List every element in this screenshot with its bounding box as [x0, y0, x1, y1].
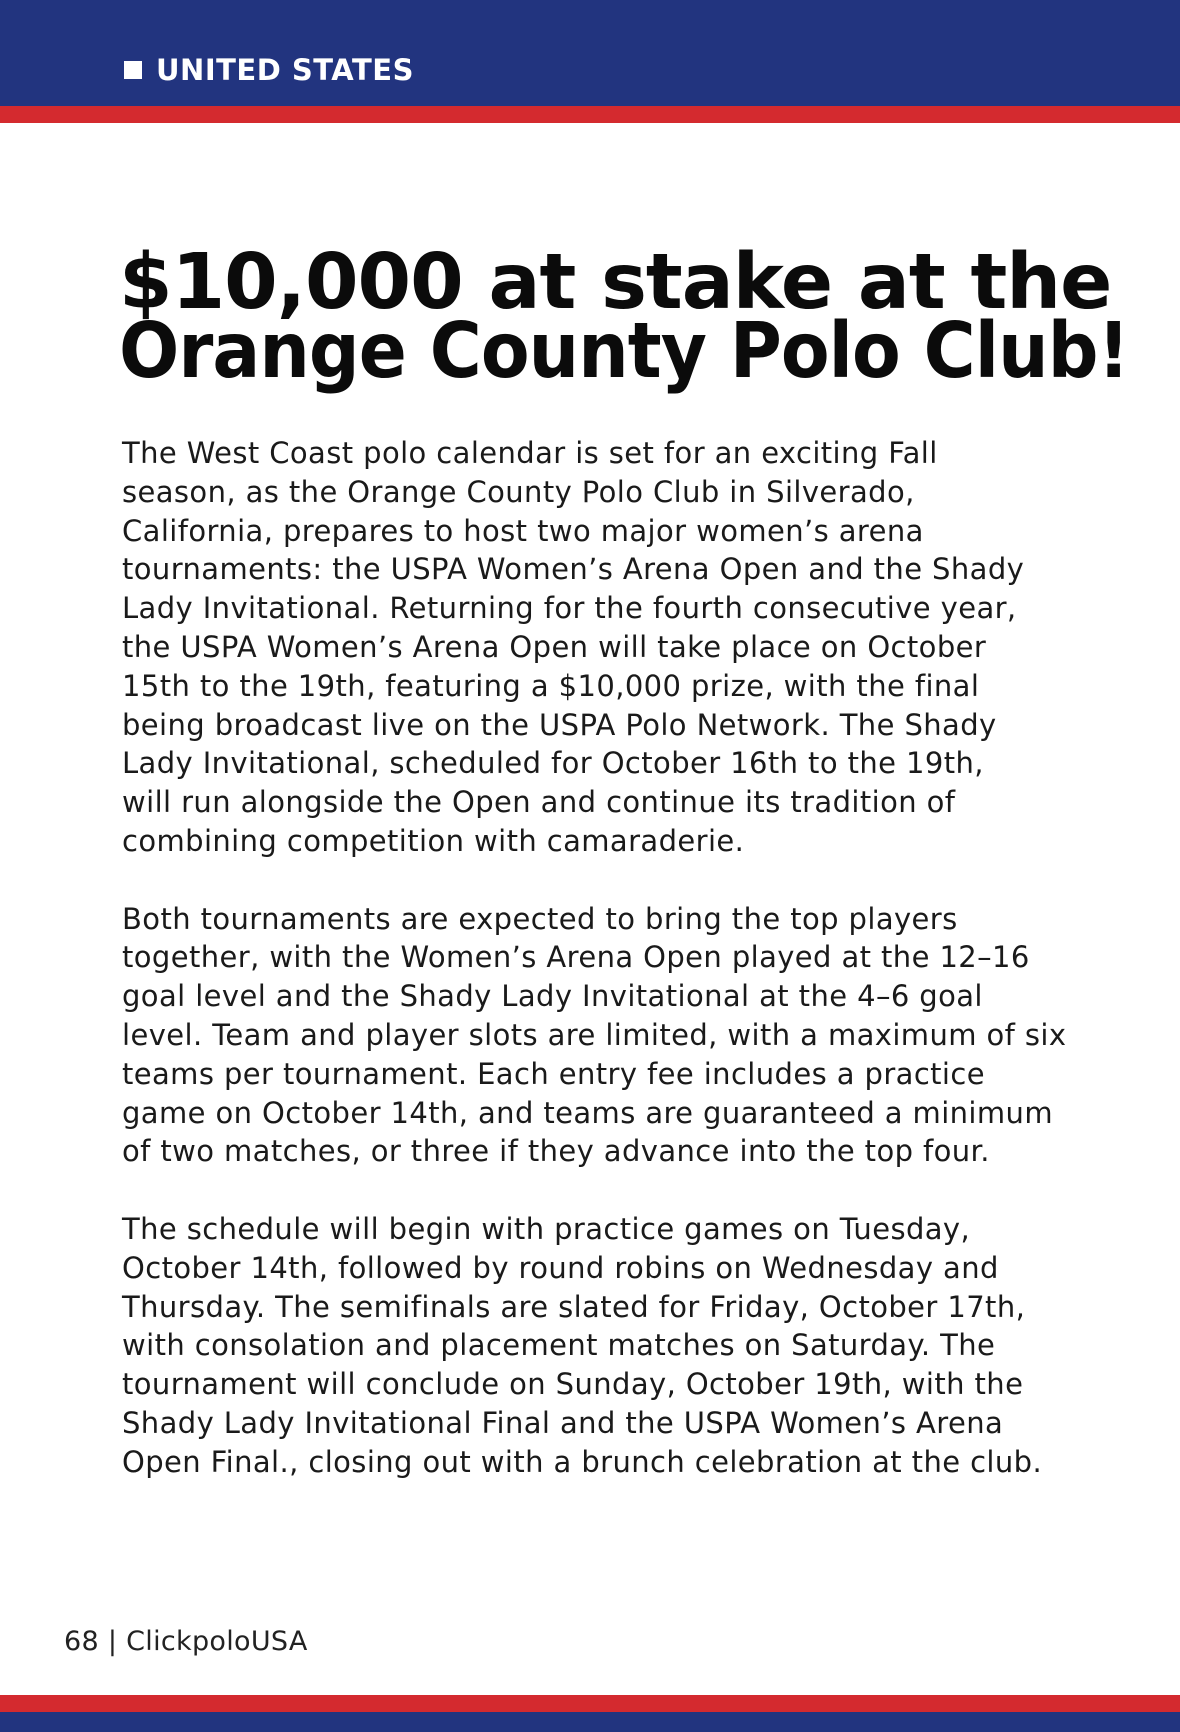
- text-line: Both tournaments are expected to bring the top players: [122, 901, 958, 936]
- text-line: Thursday. The semifinals are slated for Friday, October 17th,: [122, 1289, 1026, 1324]
- text-line: tournaments: the USPA Women’s Arena Open and the Shady: [122, 552, 1025, 587]
- page-footer: 68 | ClickpoloUSA: [64, 1626, 308, 1657]
- text-line: will run alongside the Open and continue its tradition of: [122, 785, 956, 820]
- footer-stripe: [0, 1695, 1180, 1712]
- headline: [119, 238, 1129, 396]
- text-line: being broadcast live on the USPA Polo Network. The Shady: [122, 707, 997, 742]
- text-line: Open Final., closing out with a brunch celebration at the club.: [122, 1444, 1043, 1479]
- text-line: the USPA Women’s Arena Open will take place on October: [122, 629, 987, 664]
- text-line: 15th to the 19th, featuring a $10,000 prize, with the final: [122, 668, 980, 703]
- footer-band: [0, 1712, 1180, 1732]
- paragraph-2: [122, 900, 1082, 1172]
- text-line: game on October 14th, and teams are guaranteed a minimum: [122, 1095, 1053, 1130]
- paragraph-1: [122, 434, 1082, 861]
- headline-line: Orange County Polo Club!: [119, 307, 1129, 396]
- header-stripe: [0, 106, 1180, 123]
- text-line: October 14th, followed by round robins on Wednesday and: [122, 1250, 999, 1285]
- text-line: goal level and the Shady Lady Invitational at the 4–6 goal: [122, 979, 983, 1014]
- text-line: Shady Lady Invitational Final and the USPA Women’s Arena: [122, 1405, 1004, 1440]
- headline-line: $10,000 at stake at the: [119, 238, 1112, 327]
- text-line: Lady Invitational, scheduled for October 16th to the 19th,: [122, 746, 984, 781]
- text-line: with consolation and placement matches on Saturday. The: [122, 1328, 996, 1363]
- text-line: tournament will conclude on Sunday, October 19th, with the: [122, 1367, 1024, 1402]
- paragraph-3: [122, 1210, 1082, 1482]
- text-line: season, as the Orange County Polo Club in Silverado,: [122, 474, 915, 509]
- section-label-text: UNITED STATES: [156, 53, 414, 87]
- text-line: The West Coast polo calendar is set for an exciting Fall: [122, 436, 938, 470]
- text-line: Lady Invitational. Returning for the fourth consecutive year,: [122, 591, 1017, 626]
- text-line: together, with the Women’s Arena Open played at the 12–16: [122, 940, 1030, 975]
- square-bullet-icon: [124, 61, 142, 79]
- text-line: California, prepares to host two major women’s arena: [122, 513, 924, 548]
- section-label: [124, 50, 414, 90]
- text-line: level. Team and player slots are limited, with a maximum of six: [122, 1017, 1067, 1052]
- text-line: The schedule will begin with practice games on Tuesday,: [122, 1211, 971, 1246]
- text-line: teams per tournament. Each entry fee includes a practice: [122, 1056, 985, 1091]
- article-body: [122, 434, 1082, 1520]
- text-line: combining competition with camaraderie.: [122, 823, 745, 858]
- text-line: of two matches, or three if they advance into the top four.: [122, 1134, 990, 1169]
